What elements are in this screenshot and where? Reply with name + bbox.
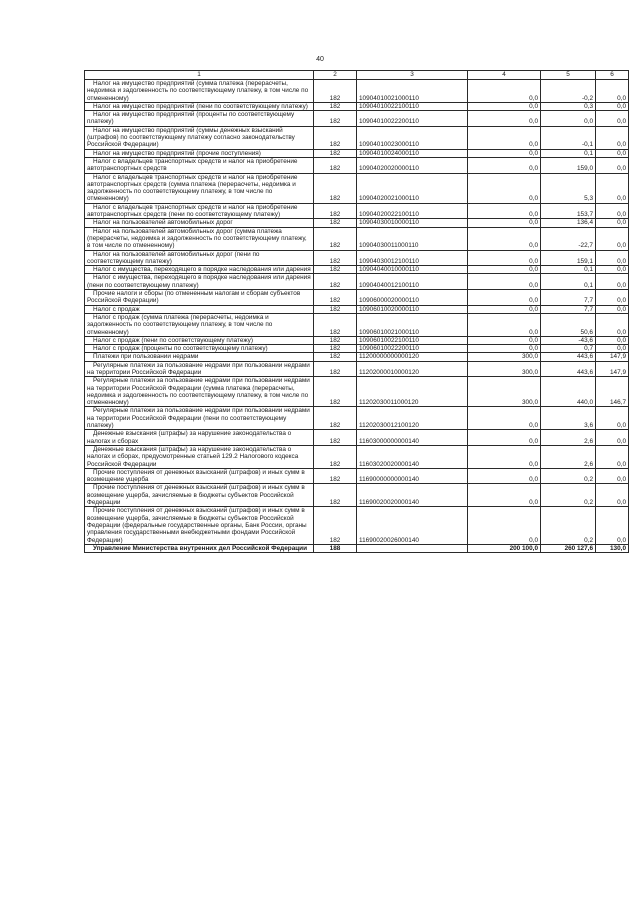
row-name-text: Налог с владельцев транспортных средств и налог на приобретение автотранспортных средств (сумма платежа (перерасчеты, недоимка и задолженность по соответствующему платежу, в том числе по отмененному) xyxy=(87,173,298,203)
table-row xyxy=(85,353,629,361)
row-budget-code-cell: 11202030012100120 xyxy=(357,407,468,430)
row-percent-cell: 147,9 xyxy=(596,361,629,377)
row-percent-cell: 147,9 xyxy=(596,353,629,361)
row-plan-cell: 0,0 xyxy=(468,227,541,250)
row-actual-cell: 443,6 xyxy=(541,353,596,361)
row-admin-code-cell: 182 xyxy=(314,468,357,484)
row-admin-code-cell: 182 xyxy=(314,157,357,173)
row-percent-cell: 0,0 xyxy=(596,274,629,290)
table-row xyxy=(85,336,629,344)
row-name-text: Прочие налоги и сборы (по отмененным налогам и сборам субъектов Российской Федерации) xyxy=(87,290,301,305)
row-actual-cell: 5,3 xyxy=(541,173,596,203)
row-budget-code-cell: 10904010024000110 xyxy=(357,149,468,157)
row-actual-cell: 0,2 xyxy=(541,484,596,507)
row-name-cell xyxy=(85,507,314,544)
row-budget-code-cell: 10904030010000110 xyxy=(357,219,468,227)
row-name-text: Налог на имущество предприятий (суммы денежных взысканий (штрафов) по соответствующему платежу согласно законодательству Российской Федерации) xyxy=(87,126,295,149)
row-admin-code-cell: 182 xyxy=(314,345,357,353)
row-actual-cell: 0,2 xyxy=(541,507,596,544)
row-actual-cell: 0,1 xyxy=(541,274,596,290)
header-cell: 5 xyxy=(541,71,596,80)
row-plan-cell: 0,0 xyxy=(468,149,541,157)
header-cell: 3 xyxy=(357,71,468,80)
row-plan-cell: 200 100,0 xyxy=(468,544,541,552)
row-plan-cell: 0,0 xyxy=(468,173,541,203)
row-budget-code-cell: 10904010021000110 xyxy=(357,80,468,103)
row-percent-cell: 0,0 xyxy=(596,445,629,468)
row-budget-code-cell: 10904030012100110 xyxy=(357,250,468,266)
row-actual-cell: 0,0 xyxy=(541,111,596,127)
row-actual-cell: 2,6 xyxy=(541,430,596,446)
row-name-text: Налог на имущество предприятий (проценты по соответствующему платежу) xyxy=(87,111,295,126)
row-percent-cell: 0,0 xyxy=(596,126,629,149)
row-name-text: Налог на имущество предприятий (пени по соответствующему платежу) xyxy=(93,102,308,110)
row-admin-code-cell: 182 xyxy=(314,305,357,313)
row-percent-cell: 0,0 xyxy=(596,305,629,313)
row-name-text: Управление Министерства внутренних дел Российской Федерации xyxy=(93,544,308,552)
row-admin-code-cell: 182 xyxy=(314,173,357,203)
row-percent-cell: 0,0 xyxy=(596,484,629,507)
row-name-cell xyxy=(85,468,314,484)
row-admin-code-cell: 182 xyxy=(314,290,357,306)
row-name-text: Налог с имущества, переходящего в порядке наследования или дарения (пени по соответствующему платежу) xyxy=(87,274,311,289)
row-percent-cell: 0,0 xyxy=(596,102,629,110)
table-row xyxy=(85,102,629,110)
row-budget-code-cell: 10906010022200110 xyxy=(357,345,468,353)
row-name-text: Налог с продаж (проценты по соответствующему платежу) xyxy=(93,345,268,353)
header-cell: 2 xyxy=(314,71,357,80)
row-name-text: Регулярные платежи за пользование недрами при пользовании недрами на территории Российской Федерации xyxy=(87,361,310,376)
row-name-cell xyxy=(85,203,314,219)
row-plan-cell: 0,0 xyxy=(468,407,541,430)
row-budget-code-cell: 10904020020000110 xyxy=(357,157,468,173)
row-name-text: Платежи при пользовании недрами xyxy=(93,353,199,361)
row-plan-cell: 0,0 xyxy=(468,305,541,313)
row-name-cell xyxy=(85,173,314,203)
revenue-table xyxy=(84,70,629,553)
table-row xyxy=(85,203,629,219)
row-admin-code-cell: 182 xyxy=(314,361,357,377)
row-admin-code-cell: 182 xyxy=(314,126,357,149)
row-name-cell xyxy=(85,305,314,313)
row-admin-code-cell: 182 xyxy=(314,336,357,344)
row-plan-cell: 0,0 xyxy=(468,102,541,110)
row-plan-cell: 0,0 xyxy=(468,313,541,336)
table-row xyxy=(85,149,629,157)
row-percent-cell: 0,0 xyxy=(596,111,629,127)
row-actual-cell: 443,6 xyxy=(541,361,596,377)
row-plan-cell: 300,0 xyxy=(468,361,541,377)
row-name-text: Налог с владельцев транспортных средств и налог на приобретение автотранспортных средств xyxy=(87,157,298,173)
row-percent-cell: 0,0 xyxy=(596,250,629,266)
row-admin-code-cell: 182 xyxy=(314,149,357,157)
row-budget-code-cell: 10904020021000110 xyxy=(357,173,468,203)
row-admin-code-cell: 182 xyxy=(314,266,357,274)
row-admin-code-cell: 182 xyxy=(314,377,357,407)
row-actual-cell: 136,4 xyxy=(541,219,596,227)
row-actual-cell: 7,7 xyxy=(541,305,596,313)
row-actual-cell: -22,7 xyxy=(541,227,596,250)
row-name-cell xyxy=(85,484,314,507)
row-admin-code-cell: 182 xyxy=(314,445,357,468)
row-plan-cell: 0,0 xyxy=(468,126,541,149)
row-plan-cell: 0,0 xyxy=(468,80,541,103)
row-plan-cell: 0,0 xyxy=(468,111,541,127)
row-percent-cell: 0,0 xyxy=(596,336,629,344)
row-budget-code-cell xyxy=(357,544,468,552)
row-percent-cell: 0,0 xyxy=(596,149,629,157)
row-budget-code-cell: 11690020020000140 xyxy=(357,484,468,507)
row-name-text: Налог на пользователей автомобильных дорог (пени по соответствующему платежу) xyxy=(87,250,260,265)
row-name-text: Прочие поступления от денежных взысканий (штрафов) и иных сумм в возмещение ущерба, зачисляемые в бюджеты субъектов Российской Федерации xyxy=(87,484,305,507)
row-percent-cell: 0,0 xyxy=(596,157,629,173)
row-actual-cell: 0,1 xyxy=(541,149,596,157)
row-budget-code-cell: 11202030011000120 xyxy=(357,377,468,407)
table-row xyxy=(85,80,629,103)
row-plan-cell: 0,0 xyxy=(468,430,541,446)
row-percent-cell: 0,0 xyxy=(596,266,629,274)
row-name-cell xyxy=(85,407,314,430)
table-row xyxy=(85,345,629,353)
row-budget-code-cell: 11603020020000140 xyxy=(357,445,468,468)
table-row xyxy=(85,430,629,446)
row-plan-cell: 0,0 xyxy=(468,266,541,274)
row-plan-cell: 0,0 xyxy=(468,219,541,227)
row-actual-cell: 153,7 xyxy=(541,203,596,219)
header-cell: 1 xyxy=(85,71,314,80)
row-name-text: Налог с продаж (сумма платежа (перерасчеты, недоимка и задолженность по соответствующему платежу, в том числе по отмененному) xyxy=(87,313,273,336)
row-admin-code-cell: 182 xyxy=(314,111,357,127)
row-name-cell xyxy=(85,345,314,353)
row-name-cell xyxy=(85,149,314,157)
row-name-cell xyxy=(85,274,314,290)
row-percent-cell: 0,0 xyxy=(596,345,629,353)
page-number: 40 xyxy=(316,56,324,63)
row-actual-cell: 3,6 xyxy=(541,407,596,430)
header-cell: 6 xyxy=(596,71,629,80)
table-row xyxy=(85,407,629,430)
row-name-cell xyxy=(85,445,314,468)
row-budget-code-cell: 10906010020000110 xyxy=(357,305,468,313)
row-budget-code-cell: 10904010022200110 xyxy=(357,111,468,127)
row-budget-code-cell: 10906000020000110 xyxy=(357,290,468,306)
row-actual-cell: 0,1 xyxy=(541,266,596,274)
row-name-cell xyxy=(85,126,314,149)
row-budget-code-cell: 10904030011000110 xyxy=(357,227,468,250)
row-name-cell xyxy=(85,219,314,227)
row-budget-code-cell: 10906010021000110 xyxy=(357,313,468,336)
row-actual-cell: 50,6 xyxy=(541,313,596,336)
row-plan-cell: 0,0 xyxy=(468,445,541,468)
row-name-cell xyxy=(85,102,314,110)
row-percent-cell: 0,0 xyxy=(596,430,629,446)
row-actual-cell: -43,6 xyxy=(541,336,596,344)
row-percent-cell: 0,0 xyxy=(596,313,629,336)
row-name-text: Налог с имущества, переходящего в порядке наследования или дарения xyxy=(93,266,311,274)
row-budget-code-cell: 10904010023000110 xyxy=(357,126,468,149)
row-name-text: Налог на пользователей автомобильных дорог (сумма платежа (перерасчеты, недоимка и задолженность по соответствующему платежу, в том числе по отмененному) xyxy=(87,227,307,250)
row-plan-cell: 0,0 xyxy=(468,345,541,353)
row-name-text: Прочие поступления от денежных взысканий (штрафов) и иных сумм в возмещение ущерба xyxy=(87,468,305,484)
row-plan-cell: 0,0 xyxy=(468,203,541,219)
row-admin-code-cell: 182 xyxy=(314,227,357,250)
row-name-cell xyxy=(85,250,314,266)
table-row xyxy=(85,173,629,203)
header-cell: 4 xyxy=(468,71,541,80)
row-admin-code-cell: 182 xyxy=(314,430,357,446)
row-admin-code-cell: 182 xyxy=(314,313,357,336)
row-name-cell xyxy=(85,80,314,103)
table-row xyxy=(85,305,629,313)
row-plan-cell: 0,0 xyxy=(468,157,541,173)
row-budget-code-cell: 11202000010000120 xyxy=(357,361,468,377)
row-percent-cell: 0,0 xyxy=(596,203,629,219)
row-actual-cell: 440,0 xyxy=(541,377,596,407)
row-name-text: Прочие поступления от денежных взысканий (штрафов) и иных сумм в возмещение ущерба, зачисляемые в бюджеты субъектов Российской Федерации (федеральные государственные органы, Банк России, органы управления государственными внебюджетными фондами Российской Федерации) xyxy=(87,507,307,544)
row-name-text: Налог на пользователей автомобильных дорог xyxy=(93,219,233,227)
row-actual-cell: 7,7 xyxy=(541,290,596,306)
row-admin-code-cell: 188 xyxy=(314,544,357,552)
row-percent-cell: 0,0 xyxy=(596,290,629,306)
row-name-text: Налог на имущество предприятий (сумма платежа (перерасчеты, недоимка и задолженность по соответствующему платежу, в том числе по отмененному) xyxy=(87,80,309,102)
row-percent-cell: 0,0 xyxy=(596,227,629,250)
row-admin-code-cell: 182 xyxy=(314,102,357,110)
row-name-cell xyxy=(85,430,314,446)
row-name-cell xyxy=(85,544,314,552)
row-name-cell xyxy=(85,361,314,377)
row-plan-cell: 0,0 xyxy=(468,484,541,507)
row-admin-code-cell: 182 xyxy=(314,203,357,219)
table-row xyxy=(85,313,629,336)
row-percent-cell: 0,0 xyxy=(596,468,629,484)
row-actual-cell: 260 127,6 xyxy=(541,544,596,552)
row-budget-code-cell: 11690020026000140 xyxy=(357,507,468,544)
row-name-text: Налог с продаж xyxy=(93,305,140,313)
table-row xyxy=(85,227,629,250)
row-actual-cell: 2,6 xyxy=(541,445,596,468)
row-percent-cell: 0,0 xyxy=(596,507,629,544)
row-actual-cell: 159,1 xyxy=(541,250,596,266)
table-row xyxy=(85,507,629,544)
table-row xyxy=(85,111,629,127)
table-row xyxy=(85,250,629,266)
table-row xyxy=(85,157,629,173)
row-admin-code-cell: 182 xyxy=(314,274,357,290)
row-percent-cell: 0,0 xyxy=(596,219,629,227)
row-plan-cell: 0,0 xyxy=(468,336,541,344)
row-budget-code-cell: 10904010022100110 xyxy=(357,102,468,110)
row-name-cell xyxy=(85,353,314,361)
row-name-text: Регулярные платежи за пользование недрами при пользовании недрами на территории Российской Федерации (пени по соответствующему платежу) xyxy=(87,407,310,430)
row-name-text: Денежные взыскания (штрафы) за нарушение законодательства о налогах и сборах, предусмотренные статьей 129.2 Налогового кодекса Российской Федерации xyxy=(87,445,299,468)
row-plan-cell: 0,0 xyxy=(468,290,541,306)
row-percent-cell: 0,0 xyxy=(596,407,629,430)
row-percent-cell: 0,0 xyxy=(596,80,629,103)
row-plan-cell: 300,0 xyxy=(468,377,541,407)
table-row xyxy=(85,219,629,227)
row-admin-code-cell: 182 xyxy=(314,484,357,507)
row-percent-cell: 0,0 xyxy=(596,173,629,203)
row-admin-code-cell: 182 xyxy=(314,353,357,361)
row-name-cell xyxy=(85,157,314,173)
row-actual-cell: 0,7 xyxy=(541,345,596,353)
row-name-cell xyxy=(85,377,314,407)
row-actual-cell: -0,1 xyxy=(541,126,596,149)
row-plan-cell: 0,0 xyxy=(468,507,541,544)
row-name-text: Налог с продаж (пени по соответствующему платежу) xyxy=(93,336,254,344)
row-admin-code-cell: 182 xyxy=(314,219,357,227)
table-row xyxy=(85,445,629,468)
row-admin-code-cell: 182 xyxy=(314,507,357,544)
row-budget-code-cell: 10904020022100110 xyxy=(357,203,468,219)
row-name-text: Налог с владельцев транспортных средств и налог на приобретение автотранспортных средств (пени по соответствующему платежу) xyxy=(87,203,298,219)
row-name-cell xyxy=(85,336,314,344)
row-actual-cell: 0,3 xyxy=(541,102,596,110)
row-plan-cell: 0,0 xyxy=(468,468,541,484)
row-name-text: Налог на имущество предприятий (прочие поступления) xyxy=(93,149,261,157)
row-plan-cell: 300,0 xyxy=(468,353,541,361)
row-budget-code-cell: 10906010022100110 xyxy=(357,336,468,344)
row-name-text: Регулярные платежи за пользование недрами при пользовании недрами на территории Российской Федерации (сумма платежа (перерасчеты, недоимка и задолженность по соответствующему платежу, в том числе по отмененному) xyxy=(87,377,310,407)
table-row xyxy=(85,377,629,407)
row-name-cell xyxy=(85,227,314,250)
department-row xyxy=(85,544,629,552)
table-row xyxy=(85,361,629,377)
row-actual-cell: 159,0 xyxy=(541,157,596,173)
row-percent-cell: 130,0 xyxy=(596,544,629,552)
row-budget-code-cell: 10904040012100110 xyxy=(357,274,468,290)
row-budget-code-cell: 10904040010000110 xyxy=(357,266,468,274)
row-name-cell xyxy=(85,290,314,306)
row-name-cell xyxy=(85,313,314,336)
row-actual-cell: 0,2 xyxy=(541,468,596,484)
table-header-row xyxy=(85,71,629,80)
row-plan-cell: 0,0 xyxy=(468,274,541,290)
row-admin-code-cell: 182 xyxy=(314,407,357,430)
table-row xyxy=(85,484,629,507)
row-budget-code-cell: 11200000000000120 xyxy=(357,353,468,361)
row-budget-code-cell: 11690000000000140 xyxy=(357,468,468,484)
row-plan-cell: 0,0 xyxy=(468,250,541,266)
table-row xyxy=(85,274,629,290)
row-percent-cell: 146,7 xyxy=(596,377,629,407)
table-row xyxy=(85,468,629,484)
row-name-text: Денежные взыскания (штрафы) за нарушение законодательства о налогах и сборах xyxy=(87,430,292,445)
row-actual-cell: -0,2 xyxy=(541,80,596,103)
table-row xyxy=(85,126,629,149)
row-admin-code-cell: 182 xyxy=(314,80,357,103)
table-row xyxy=(85,290,629,306)
row-name-cell xyxy=(85,266,314,274)
row-admin-code-cell: 182 xyxy=(314,250,357,266)
table-row xyxy=(85,266,629,274)
row-budget-code-cell: 11603000000000140 xyxy=(357,430,468,446)
row-name-cell xyxy=(85,111,314,127)
